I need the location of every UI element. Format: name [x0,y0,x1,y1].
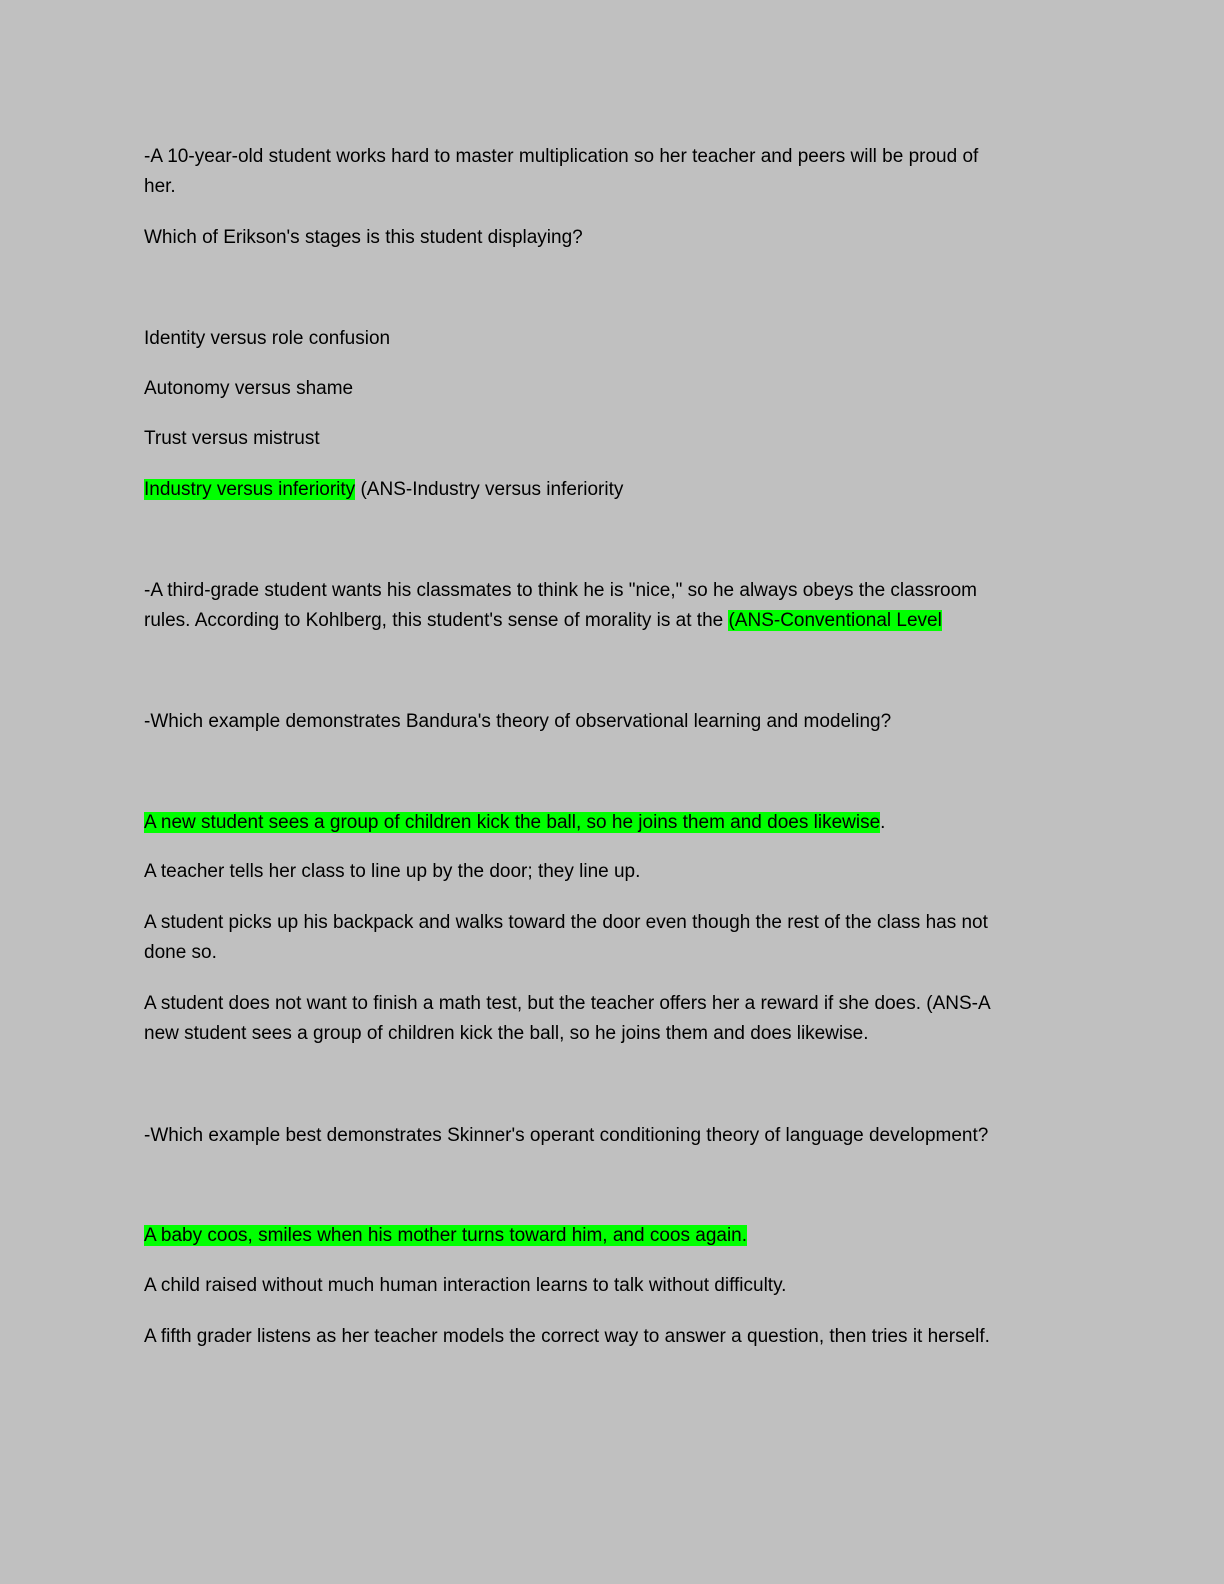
q1-answer-tail: (ANS-Industry versus inferiority [355,479,624,500]
q1-option-identity: Identity versus role confusion [144,328,391,349]
q2-stem-line-2 [144,605,1064,636]
q1-option-trust: Trust versus mistrust [144,428,320,449]
q4-option-correct [144,1220,1064,1251]
q1-option-autonomy: Autonomy versus shame [144,378,354,399]
q3-option-reward-line-2: new student sees a group of children kick the ball, so he joins them and does likewise. [144,1023,869,1044]
q3-option-backpack-line-2: done so. [144,942,217,963]
q1-correct-highlight: Industry versus inferiority [144,479,356,500]
q2-answer-highlight: (ANS-Conventional Level [728,610,942,631]
q3-correct-highlight: A new student sees a group of children kick the ball, so he joins them and does likewise [144,812,881,833]
q4-stem: -Which example best demonstrates Skinner's operant conditioning theory of language development? [144,1125,989,1146]
q2-stem-prefix: rules. According to Kohlberg, this student's sense of morality is at the [144,610,729,631]
q1-answer-line [144,474,1064,505]
q3-option-correct [144,807,1064,838]
q4-option-fifth-grader: A fifth grader listens as her teacher models the correct way to answer a question, then tries it herself. [144,1326,990,1347]
q3-stem: -Which example demonstrates Bandura's theory of observational learning and modeling? [144,711,892,732]
q3-option-reward-line-1: A student does not want to finish a math test, but the teacher offers her a reward if she does. (ANS-A [144,993,991,1014]
q2-stem-line-1: -A third-grade student wants his classmates to think he is "nice," so he always obeys the classroom [144,580,977,601]
q3-option-teacher: A teacher tells her class to line up by the door; they line up. [144,861,641,882]
q3-option-backpack-line-1: A student picks up his backpack and walks toward the door even though the rest of the class has not [144,912,988,933]
q1-stem-line-1: -A 10-year-old student works hard to master multiplication so her teacher and peers will be proud of [144,146,979,167]
q4-option-child: A child raised without much human interaction learns to talk without difficulty. [144,1275,787,1296]
q1-stem-line-2: her. [144,176,176,197]
q4-correct-highlight: A baby coos, smiles when his mother turns toward him, and coos again. [144,1225,748,1246]
q3-correct-tail: . [880,812,886,833]
q1-question: Which of Erikson's stages is this student displaying? [144,227,583,248]
